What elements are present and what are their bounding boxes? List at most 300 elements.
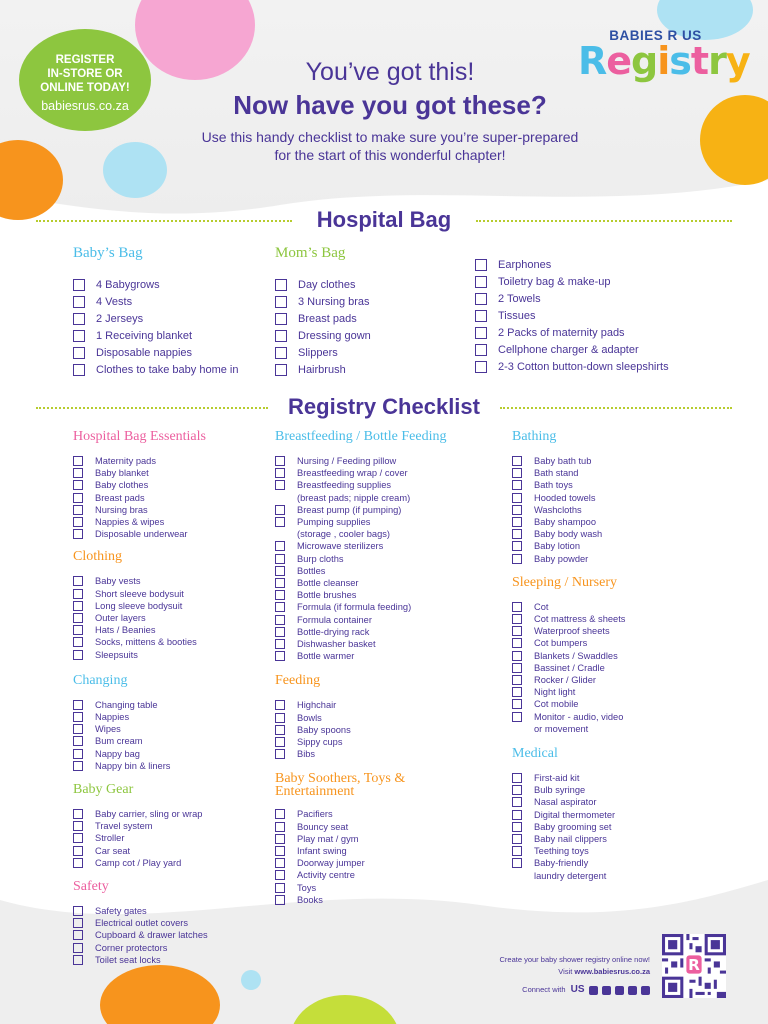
checkbox[interactable]: [512, 822, 522, 832]
checklist-item[interactable]: [73, 649, 273, 661]
checkbox[interactable]: [275, 456, 285, 466]
checklist-item-label: Cupboard & drawer latches: [95, 930, 208, 941]
register-url[interactable]: babiesrus.co.za: [41, 99, 129, 113]
checklist-item[interactable]: [73, 344, 273, 361]
checklist-item[interactable]: [73, 600, 273, 612]
checkbox[interactable]: [275, 480, 285, 490]
checkbox[interactable]: [275, 602, 285, 612]
divider-left: [36, 220, 292, 222]
checklist-item-label: Nappy bag: [95, 748, 140, 759]
checkbox[interactable]: [73, 589, 83, 599]
checklist-item[interactable]: [475, 273, 725, 290]
checkbox[interactable]: [73, 505, 83, 515]
checkbox[interactable]: [73, 724, 83, 734]
checklist-item-label: Outer layers: [95, 613, 146, 624]
checklist-item[interactable]: [512, 637, 722, 649]
checkbox[interactable]: [73, 313, 85, 325]
checklist-item[interactable]: [275, 327, 475, 344]
footer-connect: [455, 984, 650, 996]
checklist-item-label: Travel system: [95, 821, 153, 832]
checklist-item[interactable]: [73, 808, 273, 820]
footer-visit: Visit: [558, 967, 575, 976]
checkbox[interactable]: [512, 554, 522, 564]
checklist-item[interactable]: [275, 699, 505, 711]
checklist-item[interactable]: [275, 479, 505, 503]
checklist-item-label: Toilet seat locks: [95, 954, 161, 965]
checklist-item-label: Doorway jumper: [297, 858, 365, 869]
checklist-item[interactable]: [73, 735, 273, 747]
checklist-item[interactable]: [512, 686, 722, 698]
checklist-item[interactable]: [73, 575, 273, 587]
checklist-item-label: Cot bumpers: [534, 638, 588, 649]
checklist-item-label: Cot mattress & sheets: [534, 614, 626, 625]
checklist-item[interactable]: [275, 601, 505, 613]
checklist-item[interactable]: [73, 917, 273, 929]
checklist-item[interactable]: [275, 455, 505, 467]
intro-text: [150, 128, 630, 164]
checkbox[interactable]: [275, 554, 285, 564]
checklist-item-label: Books: [297, 894, 323, 905]
checklist-item[interactable]: [512, 516, 722, 528]
checklist-item[interactable]: [73, 905, 273, 917]
checkbox[interactable]: [512, 712, 522, 722]
checkbox[interactable]: [512, 797, 522, 807]
feeding-heading: Feeding: [275, 673, 321, 689]
checkbox[interactable]: [73, 749, 83, 759]
checklist-item-label: Bowls: [297, 712, 322, 723]
hospital-bag-essentials-heading: Hospital Bag Essentials: [73, 429, 206, 444]
checklist-item[interactable]: [73, 327, 273, 344]
checklist-item[interactable]: [512, 711, 722, 735]
checklist-item-label: Tissues: [498, 309, 536, 322]
checklist-item-label: Formula (if formula feeding): [297, 602, 412, 613]
twitter-icon[interactable]: [602, 986, 611, 995]
checklist-item[interactable]: [275, 712, 505, 724]
checkbox[interactable]: [275, 517, 285, 527]
checkbox[interactable]: [275, 590, 285, 600]
checkbox[interactable]: [475, 259, 487, 271]
checkbox[interactable]: [275, 883, 285, 893]
checklist-item[interactable]: [512, 698, 722, 710]
checkbox[interactable]: [512, 638, 522, 648]
checklist-item-label: Wipes: [95, 724, 121, 735]
checklist-item[interactable]: [73, 624, 273, 636]
checklist-item[interactable]: [275, 553, 505, 565]
checklist-item-label: 2 Towels: [498, 292, 541, 305]
divider-right-2: [500, 407, 732, 409]
checklist-item-label: Stroller: [95, 833, 125, 844]
checklist-item[interactable]: [73, 832, 273, 844]
checklist-item[interactable]: [73, 467, 273, 479]
baby-gear-list: [73, 808, 273, 869]
changing-list: [73, 699, 273, 772]
checklist-item-label: Nursing bras: [95, 504, 148, 515]
checklist-item[interactable]: [73, 455, 273, 467]
checkbox[interactable]: [73, 456, 83, 466]
checklist-item-label: Electrical outlet covers: [95, 918, 189, 929]
checklist-item-label: Baby shampoo: [534, 517, 597, 528]
checklist-item-label: Night light: [534, 687, 576, 698]
checkbox[interactable]: [512, 493, 522, 503]
checklist-item-label: Bottles: [297, 565, 326, 576]
checkbox[interactable]: [73, 480, 83, 490]
checkbox[interactable]: [512, 785, 522, 795]
checklist-item-label: Washcloths: [534, 504, 582, 515]
checklist-item[interactable]: [73, 361, 273, 378]
checklist-item[interactable]: [275, 821, 505, 833]
checklist-item[interactable]: [275, 565, 505, 577]
checklist-item[interactable]: [275, 540, 505, 552]
checklist-item[interactable]: [512, 625, 722, 637]
checklist-item[interactable]: [475, 341, 725, 358]
logo-brand: BABIES R US: [609, 28, 702, 43]
checklist-item[interactable]: [275, 650, 505, 662]
checklist-item[interactable]: [73, 504, 273, 516]
babys-bag-list: [73, 276, 273, 378]
checklist-item[interactable]: [73, 954, 273, 966]
checklist-item-label: Nappies & wipes: [95, 517, 165, 528]
facebook-icon[interactable]: [589, 986, 598, 995]
checklist-item-label: 2-3 Cotton button-down sleepshirts: [498, 360, 669, 373]
checklist-item-label: 4 Vests: [96, 295, 133, 308]
checklist-item[interactable]: [73, 699, 273, 711]
checklist-item-label: Waterproof sheets: [534, 626, 610, 637]
soothers-heading-line-1: Baby Soothers, Toys &: [275, 771, 406, 787]
checkbox[interactable]: [73, 330, 85, 342]
checklist-item-label: Baby bath tub: [534, 456, 592, 466]
checkbox[interactable]: [73, 279, 85, 291]
checklist-item[interactable]: [275, 748, 505, 760]
checklist-item-label: Cellphone charger & adapter: [498, 343, 639, 356]
checkbox[interactable]: [512, 651, 522, 661]
registry-column-2: [275, 430, 505, 906]
checkbox[interactable]: [275, 700, 285, 710]
checklist-item[interactable]: [275, 869, 505, 881]
checkbox[interactable]: [512, 505, 522, 515]
checkbox[interactable]: [73, 493, 83, 503]
checklist-item-label: Breast pump (if pumping): [297, 504, 402, 515]
checklist-item[interactable]: [73, 588, 273, 600]
checkbox[interactable]: [73, 576, 83, 586]
youtube-icon[interactable]: [641, 986, 650, 995]
checkbox[interactable]: [275, 822, 285, 832]
checkbox[interactable]: [73, 833, 83, 843]
checklist-item[interactable]: [512, 833, 722, 845]
checkbox[interactable]: [73, 613, 83, 623]
footer-connect-label: Connect with: [522, 985, 566, 994]
checklist-item[interactable]: [275, 467, 505, 479]
checkbox[interactable]: [512, 626, 522, 636]
checkbox[interactable]: [475, 361, 487, 373]
checkbox[interactable]: [275, 749, 285, 759]
register-line-3: ONLINE TODAY!: [40, 82, 130, 94]
checkbox[interactable]: [275, 313, 287, 325]
checklist-item-label: Day clothes: [298, 278, 356, 291]
instagram-icon[interactable]: [628, 986, 637, 995]
checkbox[interactable]: [275, 895, 285, 905]
checklist-item-label: Dressing gown: [298, 329, 371, 342]
checkbox[interactable]: [275, 846, 285, 856]
baby-gear-heading: Baby Gear: [73, 782, 134, 798]
checklist-item-label: Toiletry bag & make-up: [498, 275, 611, 288]
checklist-item[interactable]: [73, 723, 273, 735]
checkbox[interactable]: [275, 639, 285, 649]
checklist-item[interactable]: [512, 772, 722, 784]
checklist-item-label: First-aid kit: [534, 773, 580, 784]
checklist-item[interactable]: [475, 324, 725, 341]
checkbox[interactable]: [512, 468, 522, 478]
checkbox[interactable]: [73, 296, 85, 308]
checkbox[interactable]: [512, 480, 522, 490]
checklist-item-label: Bottle-drying rack: [297, 626, 370, 637]
checklist-item[interactable]: [73, 760, 273, 772]
checkbox[interactable]: [512, 529, 522, 539]
checkbox[interactable]: [275, 713, 285, 723]
checklist-item[interactable]: [512, 674, 722, 686]
checkbox[interactable]: [512, 614, 522, 624]
checkbox[interactable]: [275, 615, 285, 625]
pinterest-icon[interactable]: [615, 986, 624, 995]
checklist-item[interactable]: [475, 358, 725, 375]
checklist-item[interactable]: [73, 612, 273, 624]
checkbox[interactable]: [73, 529, 83, 539]
checkbox[interactable]: [275, 578, 285, 588]
checkbox[interactable]: [275, 566, 285, 576]
checklist-item[interactable]: [512, 467, 722, 479]
checkbox[interactable]: [73, 517, 83, 527]
checklist-item[interactable]: [73, 748, 273, 760]
hospital-bag-title: Hospital Bag: [316, 207, 452, 232]
checklist-item[interactable]: [73, 516, 273, 528]
checkbox[interactable]: [275, 279, 287, 291]
checkbox[interactable]: [275, 330, 287, 342]
checkbox[interactable]: [73, 821, 83, 831]
checkbox[interactable]: [73, 347, 85, 359]
checkbox[interactable]: [73, 364, 85, 376]
checkbox[interactable]: [275, 296, 287, 308]
checkbox[interactable]: [73, 846, 83, 856]
checkbox[interactable]: [275, 651, 285, 661]
checklist-item-label: Bibs: [297, 749, 316, 760]
checkbox[interactable]: [73, 700, 83, 710]
checkbox[interactable]: [73, 625, 83, 635]
checkbox[interactable]: [275, 627, 285, 637]
checklist-item[interactable]: [275, 882, 505, 894]
footer-line-2: [455, 966, 650, 978]
checklist-item[interactable]: [73, 929, 273, 941]
checklist-item[interactable]: [275, 589, 505, 601]
checklist-item-label: Cot: [534, 601, 549, 612]
checkbox[interactable]: [73, 601, 83, 611]
checklist-item[interactable]: [275, 845, 505, 857]
checkbox[interactable]: [275, 347, 287, 359]
hospital-bag-essentials-list: [73, 455, 273, 540]
checkbox[interactable]: [73, 736, 83, 746]
checkbox[interactable]: [475, 344, 487, 356]
checklist-item[interactable]: [512, 528, 722, 540]
checklist-item[interactable]: [512, 504, 722, 516]
bathing-list: [512, 455, 722, 565]
checklist-item-label: Sleepsuits: [95, 649, 138, 660]
checklist-item[interactable]: [512, 784, 722, 796]
checklist-item[interactable]: [512, 492, 722, 504]
checkbox[interactable]: [512, 541, 522, 551]
checkbox[interactable]: [475, 327, 487, 339]
checklist-item[interactable]: [73, 528, 273, 540]
checkbox[interactable]: [73, 712, 83, 722]
checklist-item[interactable]: [73, 857, 273, 869]
checklist-item[interactable]: [512, 857, 722, 881]
checklist-item[interactable]: [512, 479, 722, 491]
checkbox[interactable]: [512, 858, 522, 868]
register-line-1: REGISTER: [55, 54, 115, 66]
checklist-item-label: Activity centre: [297, 870, 355, 881]
checkbox[interactable]: [73, 637, 83, 647]
registry-checklist-title: Registry Checklist: [288, 394, 480, 419]
checklist-item-label: Bum cream: [95, 736, 143, 747]
checklist-item-label: Baby nail clippers: [534, 834, 607, 845]
checklist-item[interactable]: [475, 290, 725, 307]
checkbox[interactable]: [512, 810, 522, 820]
checkbox[interactable]: [73, 943, 83, 953]
checkbox[interactable]: [512, 663, 522, 673]
checklist-item[interactable]: [275, 276, 475, 293]
safety-list: [73, 905, 273, 966]
checklist-item-label: 1 Receiving blanket: [96, 329, 193, 342]
checkbox[interactable]: [73, 468, 83, 478]
checkbox[interactable]: [512, 699, 522, 709]
checklist-item[interactable]: [275, 293, 475, 310]
checkbox[interactable]: [275, 468, 285, 478]
checkbox[interactable]: [275, 505, 285, 515]
extra-items-list: [475, 256, 725, 375]
checklist-item[interactable]: [73, 636, 273, 648]
checkbox[interactable]: [275, 858, 285, 868]
checklist-item[interactable]: [275, 344, 475, 361]
checklist-item[interactable]: [73, 492, 273, 504]
checklist-item[interactable]: [275, 857, 505, 869]
checklist-item[interactable]: [275, 577, 505, 589]
checkbox[interactable]: [275, 737, 285, 747]
checkbox[interactable]: [73, 918, 83, 928]
checklist-item[interactable]: [512, 553, 722, 565]
checkbox[interactable]: [475, 293, 487, 305]
checkbox[interactable]: [275, 834, 285, 844]
qr-code-icon[interactable]: [662, 934, 726, 998]
checkbox[interactable]: [73, 955, 83, 965]
checklist-item[interactable]: [512, 540, 722, 552]
checklist-item[interactable]: [512, 809, 722, 821]
checklist-item-label: Bouncy seat: [297, 821, 349, 832]
checkbox[interactable]: [275, 809, 285, 819]
checklist-item-label: 3 Nursing bras: [298, 295, 370, 308]
checkbox[interactable]: [512, 517, 522, 527]
checklist-item[interactable]: [73, 845, 273, 857]
checklist-item-label: Baby powder: [534, 553, 589, 564]
checklist-item[interactable]: [475, 256, 725, 273]
checklist-item[interactable]: [73, 479, 273, 491]
checklist-item-label: Breast pads: [95, 492, 145, 503]
checklist-item-label: Formula container: [297, 614, 372, 625]
checklist-item-label: Hooded towels: [534, 492, 596, 503]
clothing-list: [73, 575, 273, 660]
checklist-item[interactable]: [512, 796, 722, 808]
checkbox[interactable]: [73, 858, 83, 868]
checklist-item[interactable]: [275, 310, 475, 327]
checkbox[interactable]: [512, 602, 522, 612]
checklist-item[interactable]: [73, 276, 273, 293]
sleeping-list: [512, 601, 722, 735]
checklist-item[interactable]: [275, 724, 505, 736]
checklist-item[interactable]: [512, 613, 722, 625]
checklist-item[interactable]: [275, 361, 475, 378]
checklist-item[interactable]: [73, 820, 273, 832]
checklist-item[interactable]: [73, 711, 273, 723]
checkbox[interactable]: [512, 675, 522, 685]
header-title-2: Now have you got these?: [233, 90, 547, 120]
checklist-item-label: Bassinet / Cradle: [534, 662, 605, 673]
checkbox[interactable]: [512, 834, 522, 844]
checklist-item[interactable]: [73, 310, 273, 327]
checklist-item[interactable]: [275, 638, 505, 650]
checklist-item-label: Bottle brushes: [297, 590, 357, 601]
checklist-item[interactable]: [512, 455, 722, 467]
checkbox[interactable]: [512, 687, 522, 697]
checkbox[interactable]: [73, 930, 83, 940]
checkbox[interactable]: [275, 541, 285, 551]
checklist-item[interactable]: [512, 601, 722, 613]
checklist-item[interactable]: [275, 808, 505, 820]
checkbox[interactable]: [475, 310, 487, 322]
checklist-item[interactable]: [73, 293, 273, 310]
checkbox[interactable]: [73, 809, 83, 819]
checklist-item[interactable]: [275, 614, 505, 626]
checklist-item[interactable]: [512, 650, 722, 662]
checklist-item-label: Camp cot / Play yard: [95, 857, 182, 868]
checklist-item[interactable]: [275, 833, 505, 845]
checkbox[interactable]: [73, 906, 83, 916]
checklist-item[interactable]: [275, 516, 505, 540]
checkbox[interactable]: [512, 773, 522, 783]
checklist-item-label: Bath toys: [534, 480, 573, 491]
checkbox[interactable]: [512, 846, 522, 856]
checklist-item[interactable]: [512, 821, 722, 833]
checklist-item-label: Maternity pads: [95, 456, 156, 466]
checklist-item[interactable]: [275, 736, 505, 748]
checklist-item[interactable]: [475, 307, 725, 324]
checklist-item[interactable]: [512, 845, 722, 857]
medical-heading: Medical: [512, 746, 558, 762]
checklist-item[interactable]: [275, 626, 505, 638]
checkbox[interactable]: [512, 456, 522, 466]
checkbox[interactable]: [73, 761, 83, 771]
checklist-item[interactable]: [275, 894, 505, 906]
checklist-item-label: Nappies: [95, 712, 130, 723]
checkbox[interactable]: [275, 870, 285, 880]
footer-url[interactable]: www.babiesrus.co.za: [574, 967, 650, 976]
checklist-item-label: Baby vests: [95, 576, 141, 587]
checklist-item[interactable]: [275, 504, 505, 516]
checkbox[interactable]: [275, 364, 287, 376]
checklist-item[interactable]: [73, 942, 273, 954]
checkbox[interactable]: [275, 725, 285, 735]
checklist-item-label: Bottle cleanser: [297, 578, 359, 589]
checklist-item-label: Short sleeve bodysuit: [95, 588, 184, 599]
checklist-item[interactable]: [512, 662, 722, 674]
checkbox[interactable]: [73, 650, 83, 660]
checklist-item-label: Disposable nappies: [96, 346, 193, 359]
checkbox[interactable]: [475, 276, 487, 288]
